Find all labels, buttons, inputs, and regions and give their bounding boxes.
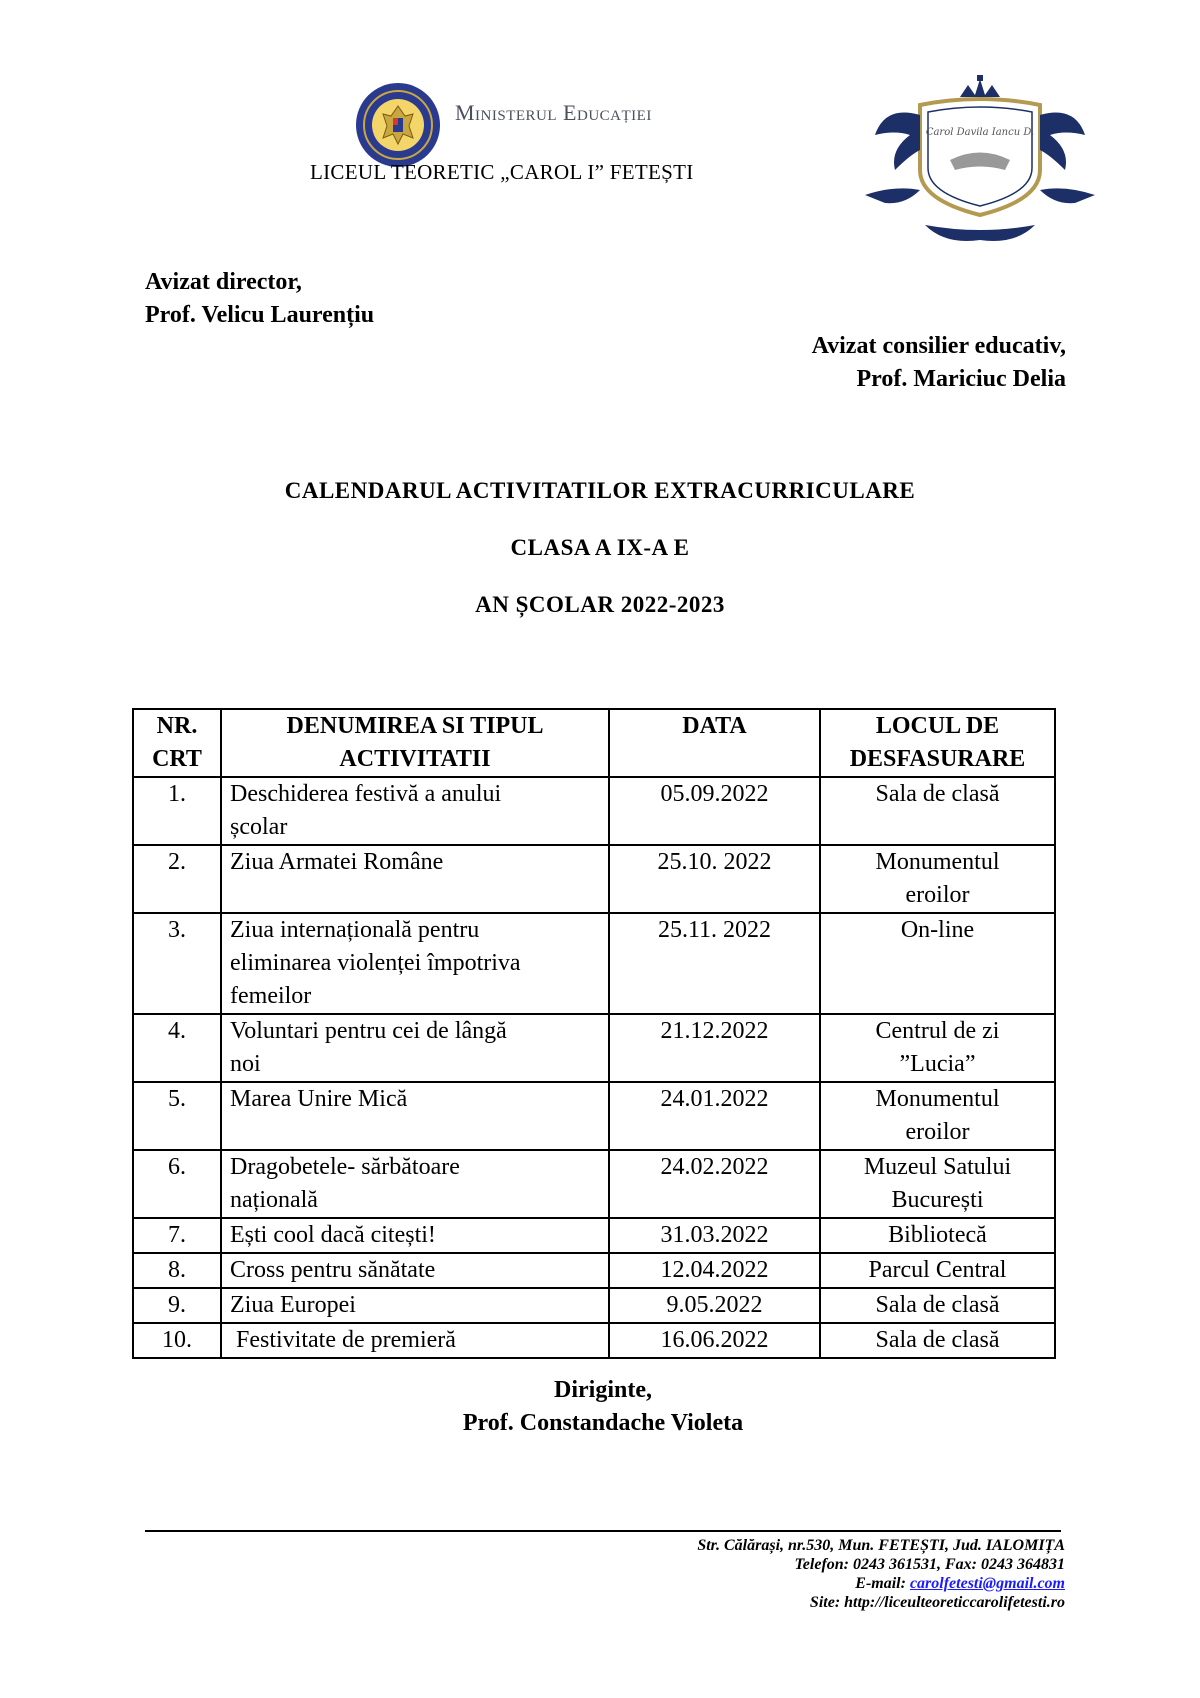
footer-site: Site: http://liceulteoreticcarolifetesti.ro [809,1594,1065,1611]
director-approval [145,266,374,332]
row-activity: Marea Unire Mică [221,1082,609,1150]
title-calendar: CALENDARUL ACTIVITATILOR EXTRACURRICULARE [284,478,916,503]
row-nr: 1. [133,777,221,845]
row-activity: Ești cool dacă citești! [221,1218,609,1253]
footer-email-link[interactable]: carolfetesti@gmail.com [909,1575,1065,1592]
footer-email-label: E-mail: [855,1575,910,1592]
row-date: 21.12.2022 [609,1014,820,1082]
table-row [133,1082,1055,1150]
table-row [133,1218,1055,1253]
row-date: 24.02.2022 [609,1150,820,1218]
table-header-row [133,709,1055,777]
row-date: 9.05.2022 [609,1288,820,1323]
table-row [133,913,1055,1014]
row-nr: 8. [133,1253,221,1288]
row-place: Bibliotecă [820,1218,1055,1253]
row-date: 31.03.2022 [609,1218,820,1253]
row-nr: 10. [133,1323,221,1358]
header-nr: NR. CRT [133,709,221,777]
table-row [133,1253,1055,1288]
row-nr: 9. [133,1288,221,1323]
document-titles [0,478,1200,649]
crest-motto: Carol Davila Iancu D. [925,127,1035,138]
row-nr: 5. [133,1082,221,1150]
row-place: Monumentul eroilor [820,1082,1055,1150]
row-activity: Ziua Europei [221,1288,609,1323]
footer-divider [145,1530,1061,1532]
row-nr: 3. [133,913,221,1014]
activities-table [132,708,1056,1359]
table-row [133,1323,1055,1358]
row-activity: Festivitate de premieră [221,1323,609,1358]
row-date: 05.09.2022 [609,777,820,845]
counselor-name: Prof. Mariciuc Delia [856,366,1066,392]
title-year: AN ȘCOLAR 2022-2023 [475,592,725,617]
table-row [133,777,1055,845]
homeroom-signature [0,1374,1200,1440]
row-activity: Cross pentru sănătate [221,1253,609,1288]
row-nr: 4. [133,1014,221,1082]
government-seal-icon [355,82,441,168]
row-place: Centrul de zi ”Lucia” [820,1014,1055,1082]
row-activity: Voluntari pentru cei de lângă noi [221,1014,609,1082]
row-date: 25.11. 2022 [609,913,820,1014]
header-activity: DENUMIREA SI TIPUL ACTIVITATII [221,709,609,777]
title-class: CLASA A IX-A E [510,535,690,560]
row-place: Sala de clasă [820,777,1055,845]
footer-email-line [697,1574,1065,1593]
director-label: Avizat director, [145,269,302,295]
table-row [133,845,1055,913]
footer-address: Str. Călărași, nr.530, Mun. FETEȘTI, Jud. IALOMIȚA [697,1537,1065,1554]
footer-phone: Telefon: 0243 361531, Fax: 0243 364831 [794,1556,1065,1573]
row-place: On-line [820,913,1055,1014]
signature-label: Diriginte, [554,1377,652,1403]
row-place: Monumentul eroilor [820,845,1055,913]
table-row [133,1150,1055,1218]
ministry-name: Ministerul Educației [455,100,652,125]
footer-contact [697,1536,1065,1612]
row-nr: 2. [133,845,221,913]
row-place: Muzeul Satului București [820,1150,1055,1218]
row-place: Parcul Central [820,1253,1055,1288]
row-place: Sala de clasă [820,1323,1055,1358]
school-crest-icon [865,75,1095,245]
table-row [133,1288,1055,1323]
row-activity: Ziua internațională pentru eliminarea violenței împotriva femeilor [221,913,609,1014]
counselor-label: Avizat consilier educativ, [811,333,1066,359]
row-date: 12.04.2022 [609,1253,820,1288]
row-nr: 6. [133,1150,221,1218]
row-date: 25.10. 2022 [609,845,820,913]
row-activity: Dragobetele- sărbătoare națională [221,1150,609,1218]
school-name: LICEUL TEORETIC „CAROL I” FETEȘTI [310,160,694,184]
row-date: 24.01.2022 [609,1082,820,1150]
row-place: Sala de clasă [820,1288,1055,1323]
table-row [133,1014,1055,1082]
signature-name: Prof. Constandache Violeta [462,1410,744,1436]
header-place: LOCUL DE DESFASURARE [820,709,1055,777]
row-activity: Deschiderea festivă a anului școlar [221,777,609,845]
row-nr: 7. [133,1218,221,1253]
director-name: Prof. Velicu Laurențiu [145,302,375,328]
row-date: 16.06.2022 [609,1323,820,1358]
header-date: DATA [609,709,820,777]
counselor-approval [812,330,1066,396]
row-activity: Ziua Armatei Române [221,845,609,913]
